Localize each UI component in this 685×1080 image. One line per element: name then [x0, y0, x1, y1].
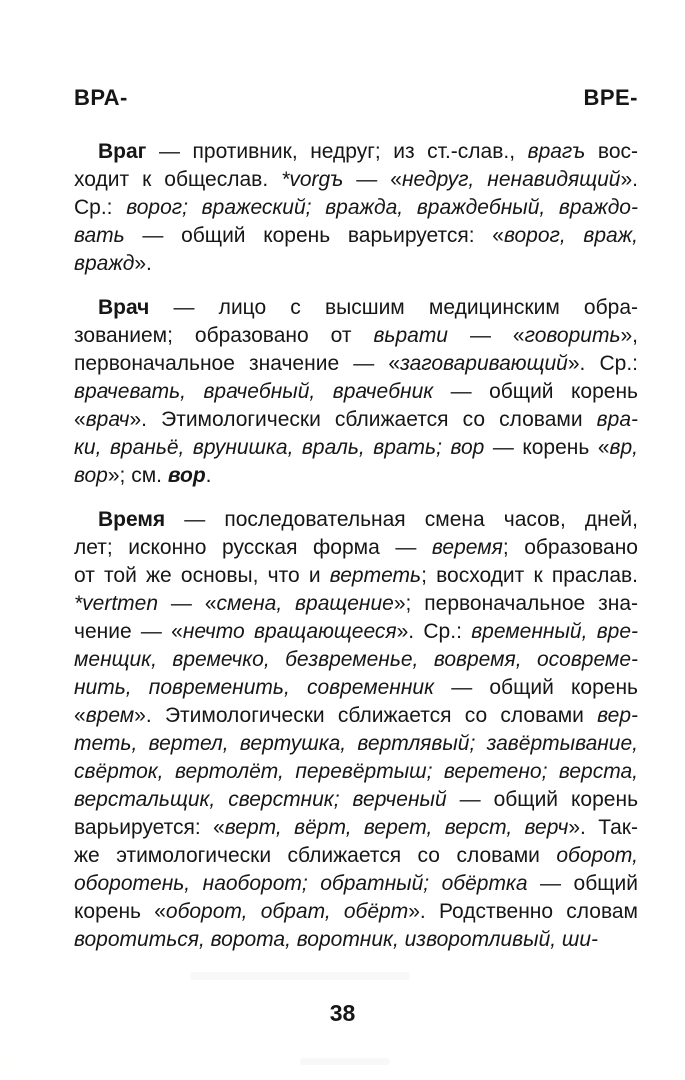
text-segment: менщик, времечко, безвременье, вовремя, осовреме-	[74, 648, 638, 671]
page-number: 38	[329, 1000, 356, 1026]
text-line	[74, 194, 638, 222]
text-segment: воротиться, ворота, воротник, изворотливый, ши-	[74, 928, 599, 951]
text-segment: — «	[448, 324, 525, 347]
text-line	[74, 842, 638, 870]
text-segment: врач	[85, 408, 130, 431]
text-segment: вос-	[585, 140, 638, 163]
text-line	[74, 898, 638, 926]
text-segment: *vertmen	[74, 592, 159, 615]
dictionary-entry	[74, 506, 638, 954]
text-segment: ».	[134, 252, 152, 275]
text-line	[74, 870, 638, 898]
text-segment: вра-	[596, 408, 638, 431]
text-line	[74, 138, 638, 166]
text-segment: ». Ср.:	[567, 352, 638, 375]
text-segment: ворог, враж,	[503, 224, 638, 247]
text-segment: лет; исконно русская форма —	[74, 536, 432, 559]
text-line	[74, 462, 638, 490]
text-line	[74, 506, 638, 534]
text-segment: — общий корень	[434, 676, 638, 699]
text-line	[74, 406, 638, 434]
text-line	[74, 814, 638, 842]
text-segment: — последовательная смена часов, дней,	[165, 508, 638, 531]
running-head-right: ВРЕ-	[583, 85, 638, 110]
text-line	[74, 590, 638, 618]
text-segment: — общий	[527, 872, 638, 895]
text-segment: ворог; вражеский; вражда, враждебный, враждо-	[126, 196, 638, 219]
headword: Время	[98, 508, 166, 531]
text-segment: нечто вращающееся	[182, 620, 397, 643]
text-segment: вр,	[609, 436, 638, 459]
text-line	[74, 674, 638, 702]
dictionary-entry	[74, 294, 638, 490]
text-segment: вражд	[74, 252, 135, 275]
text-segment: врагъ	[527, 140, 586, 163]
text-line	[74, 378, 638, 406]
text-segment: корень «	[74, 900, 166, 923]
text-line	[74, 646, 638, 674]
text-line	[74, 618, 638, 646]
text-segment: временный, вре-	[471, 620, 639, 643]
text-segment: оборот,	[556, 844, 638, 867]
text-segment: врем	[85, 704, 135, 727]
dictionary-entries	[74, 138, 638, 954]
text-segment: оборот, обрат, обёрт	[165, 900, 409, 923]
text-segment: ».	[620, 168, 638, 191]
text-segment: «	[74, 408, 86, 431]
text-line	[74, 534, 638, 562]
scan-artifact	[300, 1058, 390, 1065]
text-segment: теть, вертел, вертушка, вертлявый; завёртывание,	[74, 732, 638, 755]
text-segment: вор	[167, 464, 206, 487]
text-segment: верт, вёрт, верет, верст, верч	[224, 816, 569, 839]
text-segment: ки, враньё, врунишка, враль, врать; вор	[74, 436, 485, 459]
text-segment: вертеть	[329, 564, 422, 587]
text-segment: недруг, ненавидящий	[401, 168, 621, 191]
text-segment: вор	[74, 464, 108, 487]
text-segment: Ср.:	[74, 196, 127, 219]
text-line	[74, 250, 638, 278]
text-segment: смена, вращение	[216, 592, 394, 615]
text-segment: от той же основы, что и	[74, 564, 330, 587]
text-line	[74, 294, 638, 322]
text-segment: оборотень, наоборот; обратный; обёртка	[74, 872, 528, 895]
dictionary-entry	[74, 138, 638, 278]
scan-artifact	[190, 972, 410, 980]
text-segment: ходит к общеслав.	[74, 168, 282, 191]
text-segment: вер-	[597, 704, 638, 727]
text-line	[74, 786, 638, 814]
text-segment: свёрток, вертолёт, перевёртыш; веретено; верста,	[74, 760, 638, 783]
text-segment: *vorgъ	[281, 168, 344, 191]
text-line	[74, 702, 638, 730]
text-segment: «	[74, 704, 86, 727]
text-segment: ; образовано	[502, 536, 638, 559]
text-segment: »,	[620, 324, 638, 347]
text-segment: — общий корень варьируется: «	[124, 224, 504, 247]
text-line	[74, 562, 638, 590]
text-segment: врачевать, врачебный, врачебник	[74, 380, 434, 403]
text-segment: веремя	[431, 536, 503, 559]
text-segment: ; восходит к праслав.	[421, 564, 638, 587]
headword: Врач	[98, 296, 150, 319]
text-segment: »; первоначальное зна-	[393, 592, 638, 615]
text-segment: — лицо с высшим медицинским обра-	[149, 296, 638, 319]
text-segment: ». Так-	[568, 816, 638, 839]
running-head	[74, 86, 638, 110]
text-line	[74, 730, 638, 758]
text-line	[74, 166, 638, 194]
text-segment: ». Этимологически сближается со словами	[134, 704, 598, 727]
text-line	[74, 926, 638, 954]
text-segment: чение — «	[74, 620, 183, 643]
text-segment: — противник, недруг; из ст.-слав.,	[146, 140, 528, 163]
running-head-left: ВРА-	[74, 85, 128, 110]
text-segment: же этимологически сближается со словами	[74, 844, 557, 867]
text-segment: — общий корень	[446, 788, 639, 811]
text-segment: ». Этимологически сближается со словами	[129, 408, 597, 431]
text-segment: ». Ср.:	[396, 620, 472, 643]
headword: Враг	[98, 140, 147, 163]
text-line	[74, 322, 638, 350]
text-line	[74, 222, 638, 250]
text-line	[74, 758, 638, 786]
text-segment: вьрати	[373, 324, 448, 347]
text-line	[74, 434, 638, 462]
text-segment: говорить	[524, 324, 621, 347]
text-segment: — корень «	[484, 436, 610, 459]
text-segment: верстальщик, сверстник; верченый	[74, 788, 447, 811]
text-segment: вать	[74, 224, 125, 247]
text-segment: варьируется: «	[74, 816, 225, 839]
page-content	[74, 86, 638, 954]
text-segment: нить, повременить, современник	[74, 676, 435, 699]
text-segment: — общий корень	[433, 380, 638, 403]
text-segment: заговаривающий	[400, 352, 568, 375]
text-segment: ». Родственно словам	[408, 900, 638, 923]
text-segment: — «	[158, 592, 217, 615]
text-segment: »; см.	[107, 464, 168, 487]
text-segment: .	[205, 464, 212, 487]
text-segment: первоначальное значение — «	[74, 352, 401, 375]
text-segment: зованием; образовано от	[74, 324, 374, 347]
text-segment: — «	[343, 168, 402, 191]
text-line	[74, 350, 638, 378]
